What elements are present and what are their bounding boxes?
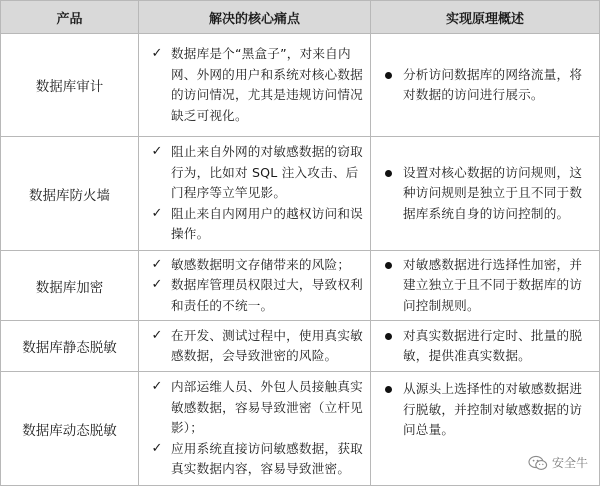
check-icon: ✓: [149, 142, 165, 163]
check-icon: ✓: [149, 439, 165, 460]
header-principle: 实现原理概述: [371, 1, 600, 34]
principle-text: 从源头上选择性的对敏感数据进行脱敏，并控制对敏感数据的访问总量。: [403, 381, 582, 437]
product-name: 数据库动态脱敏: [1, 372, 139, 486]
pain-point-item: [145, 439, 364, 480]
pain-point-item: [145, 326, 364, 367]
table-row: [1, 34, 600, 137]
bullet-dot-icon: [385, 386, 392, 393]
principle-item: [377, 65, 593, 106]
check-icon: ✓: [149, 377, 165, 398]
pain-point-text: 阻止来自外网的对敏感数据的窃取行为，比如对 SQL 注入攻击、后门程序等立竿见影。: [171, 144, 363, 200]
pain-point-text: 数据库是个“黑盒子”，对来自内网、外网的用户和系统对核心数据的访问情况，尤其是违规访问情况缺乏可视化。: [171, 46, 363, 123]
pain-point-item: [145, 142, 364, 204]
product-name: 数据库防火墙: [1, 137, 139, 251]
check-icon: ✓: [149, 255, 165, 276]
pain-point-item: [145, 377, 364, 439]
principle-cell: [371, 321, 600, 372]
pain-points-cell: [139, 321, 371, 372]
bullet-dot-icon: [385, 262, 392, 269]
table-row: [1, 321, 600, 372]
header-pain-points: 解决的核心痛点: [139, 1, 371, 34]
product-name: 数据库审计: [1, 34, 139, 137]
wechat-icon: [528, 455, 548, 471]
bullet-dot-icon: [385, 333, 392, 340]
pain-point-item: [145, 255, 364, 276]
pain-point-text: 内部运维人员、外包人员接触真实敏感数据，容易导致泄密（立杆见影）；: [171, 379, 363, 435]
check-icon: ✓: [149, 204, 165, 225]
pain-point-text: 数据库管理员权限过大，导致权利和责任的不统一。: [171, 277, 363, 313]
product-name: 数据库静态脱敏: [1, 321, 139, 372]
principle-text: 对真实数据进行定时、批量的脱敏，提供准真实数据。: [403, 328, 582, 364]
bullet-dot-icon: [385, 72, 392, 79]
principle-text: 设置对核心数据的访问规则，这种访问规则是独立于且不同于数据库系统自身的访问控制的。: [403, 165, 582, 221]
table-row: [1, 251, 600, 321]
pain-points-cell: [139, 372, 371, 486]
pain-point-text: 阻止来自内网用户的越权访问和误操作。: [171, 206, 363, 242]
check-icon: ✓: [149, 326, 165, 347]
table-row: [1, 372, 600, 486]
principle-cell: [371, 251, 600, 321]
bullet-dot-icon: [385, 170, 392, 177]
pain-points-cell: [139, 34, 371, 137]
table-header-row: [1, 1, 600, 34]
product-name: 数据库加密: [1, 251, 139, 321]
principle-text: 对敏感数据进行选择性加密，并建立独立于且不同于数据库的访问控制规则。: [403, 257, 582, 313]
pain-point-text: 应用系统直接访问敏感数据，获取真实数据内容，容易导致泄密。: [171, 441, 363, 477]
pain-points-cell: [139, 137, 371, 251]
pain-points-cell: [139, 251, 371, 321]
pain-point-item: [145, 204, 364, 245]
pain-point-item: [145, 44, 364, 126]
principle-item: [377, 163, 593, 225]
principle-cell: [371, 34, 600, 137]
check-icon: ✓: [149, 44, 165, 65]
principle-item: [377, 379, 593, 441]
check-icon: ✓: [149, 275, 165, 296]
principle-item: [377, 255, 593, 317]
header-product: 产品: [1, 1, 139, 34]
table-row: [1, 137, 600, 251]
pain-point-text: 敏感数据明文存储带来的风险；: [171, 257, 350, 272]
watermark: [528, 454, 588, 471]
pain-point-item: [145, 275, 364, 316]
principle-item: [377, 326, 593, 367]
pain-point-text: 在开发、测试过程中，使用真实敏感数据，会导致泄密的风险。: [171, 328, 363, 364]
watermark-text: 安全牛: [552, 454, 588, 471]
principle-cell: [371, 137, 600, 251]
principle-text: 分析访问数据库的网络流量，将对数据的访问进行展示。: [403, 67, 582, 103]
